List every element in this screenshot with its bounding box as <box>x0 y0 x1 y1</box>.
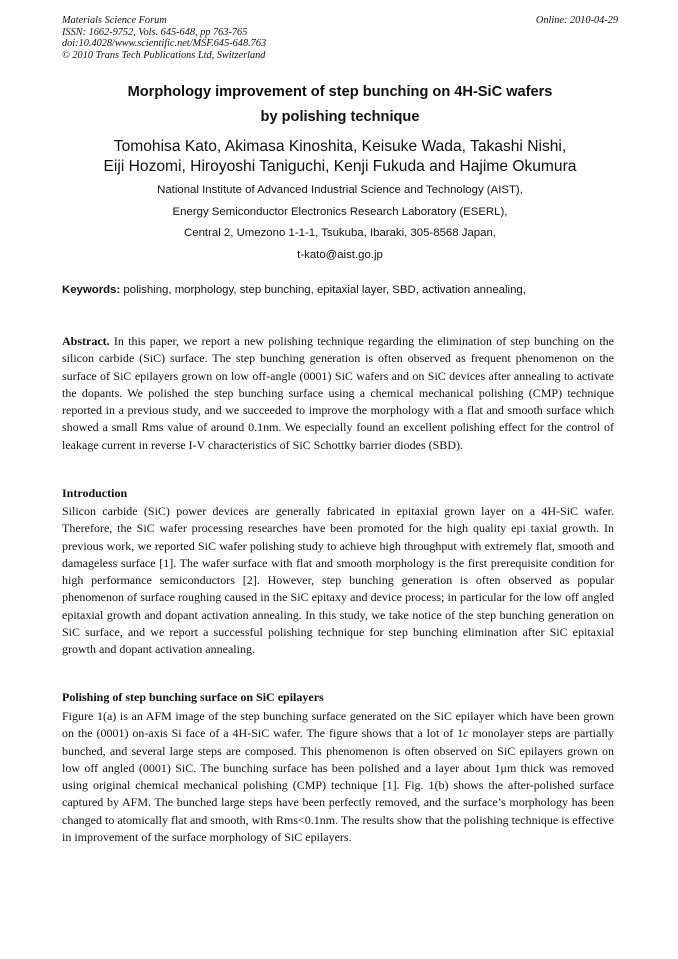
author-email: t-kato@aist.go.jp <box>297 248 383 261</box>
abstract <box>62 333 614 454</box>
keywords <box>62 283 618 297</box>
journal-name: Materials Science Forum <box>62 15 167 26</box>
abstract-text: In this paper, we report a new polishing technique regarding the elimination of step bunching on the silicon carbide (SiC) surface. The step bunching generation is often observed as frequent phenomenon on the surface of SiC epilayers grown on low off-angle (0001) SiC wafers and on SiC devices after annealing to activate the dopants. We polished the step bunching surface using a chemical mechanical polishing (CMP) technique reported in a previous study, and we succeeded to improve the morphology with a flat and smooth surface which showed a small Rms value of around 0.1nm. We especially found an excellent polishing effect for the control of leakage current in reverse I-V characteristics of SiC Schottky barrier diodes (SBD). <box>62 334 614 452</box>
affiliation-line-3: Central 2, Umezono 1-1-1, Tsukuba, Ibaraki, 305-8568 Japan, <box>184 227 496 239</box>
affiliation <box>62 180 618 266</box>
keywords-label: Keywords: <box>62 284 121 296</box>
journal-header <box>62 15 618 61</box>
polishing-paragraph <box>62 708 614 846</box>
title-line-2: by polishing technique <box>260 109 420 125</box>
authors-line-1: Tomohisa Kato, Akimasa Kinoshita, Keisuke Wada, Takashi Nishi, <box>113 138 567 155</box>
paper-title <box>62 80 618 130</box>
polishing-text-b: monolayer steps are partially bunched, and several large steps are composed. This phenomenon is often observed on SiC epilayers grown on low off angled (0001) SiC. The bunching surface has been polished and a layer about 1μm thick was removed using original chemical mechanical polishing (CMP) technique [1]. Fig. 1(b) shows the after-polished surface captured by AFM. The bunched large steps have been perfectly removed, and the surface’s morphology has been changed to atomically flat and smooth, with Rms<0.1nm. The results show that the polishing technique is effective in improvement of the surface morphology of SiC epilayers. <box>62 726 614 845</box>
introduction-paragraph: Silicon carbide (SiC) power devices are generally fabricated in epitaxial grown layer on a 4H-SiC wafer. Therefore, the SiC wafer processing researches have been promoted for the high quality epi taxial growth. In previous work, we reported SiC wafer polishing study to achieve high throughput with extremely flat, smooth and damageless surface [1]. The wafer surface with flat and smooth morphology is the first prerequisite condition for high performance semiconductors [2]. However, step bunching generation is often observed as popular phenomenon of surface roughing caused in the SiC epitaxy and device process; in particular for the low off angled epitaxial growth and dopant activation annealing. In this study, we take notice of the step bunching generation on SiC surface, and we report a successful polishing technique for step bunching elimination after SiC epitaxial growth and dopant activation annealing. <box>62 504 614 657</box>
keywords-text: polishing, morphology, step bunching, epitaxial layer, SBD, activation annealing, <box>120 284 526 296</box>
polishing-text-a: Figure 1(a) is an AFM image of the step bunching surface generated on the SiC epilayer which have been grown on the (0001) on-axis Si face of a 4H-SiC wafer. The figure shows that a lot of 1 <box>62 709 614 741</box>
affiliation-line-2: Energy Semiconductor Electronics Research Laboratory (ESERL), <box>172 205 508 218</box>
polishing-heading: Polishing of step bunching surface on SiC epilayers <box>62 690 324 704</box>
author-list <box>62 137 618 177</box>
polishing-italic-c: c <box>463 726 469 741</box>
authors-line-2: Eiji Hozomi, Hiroyoshi Taniguchi, Kenji Fukuda and Hajime Okumura <box>103 158 577 175</box>
abstract-label: Abstract. <box>62 334 110 348</box>
issn-line: ISSN: 1662-9752, Vols. 645-648, pp 763-765 <box>62 26 248 38</box>
copyright-line: © 2010 Trans Tech Publications Ltd, Switzerland <box>62 49 266 61</box>
doi-line: doi:10.4028/www.scientific.net/MSF.645-648.763 <box>62 38 267 50</box>
title-line-1: Morphology improvement of step bunching on 4H-SiC wafers <box>127 84 553 100</box>
introduction-heading: Introduction <box>62 486 128 500</box>
affiliation-line-1: National Institute of Advanced Industrial Science and Technology (AIST), <box>157 184 523 196</box>
online-date: Online: 2010-04-29 <box>535 15 618 26</box>
